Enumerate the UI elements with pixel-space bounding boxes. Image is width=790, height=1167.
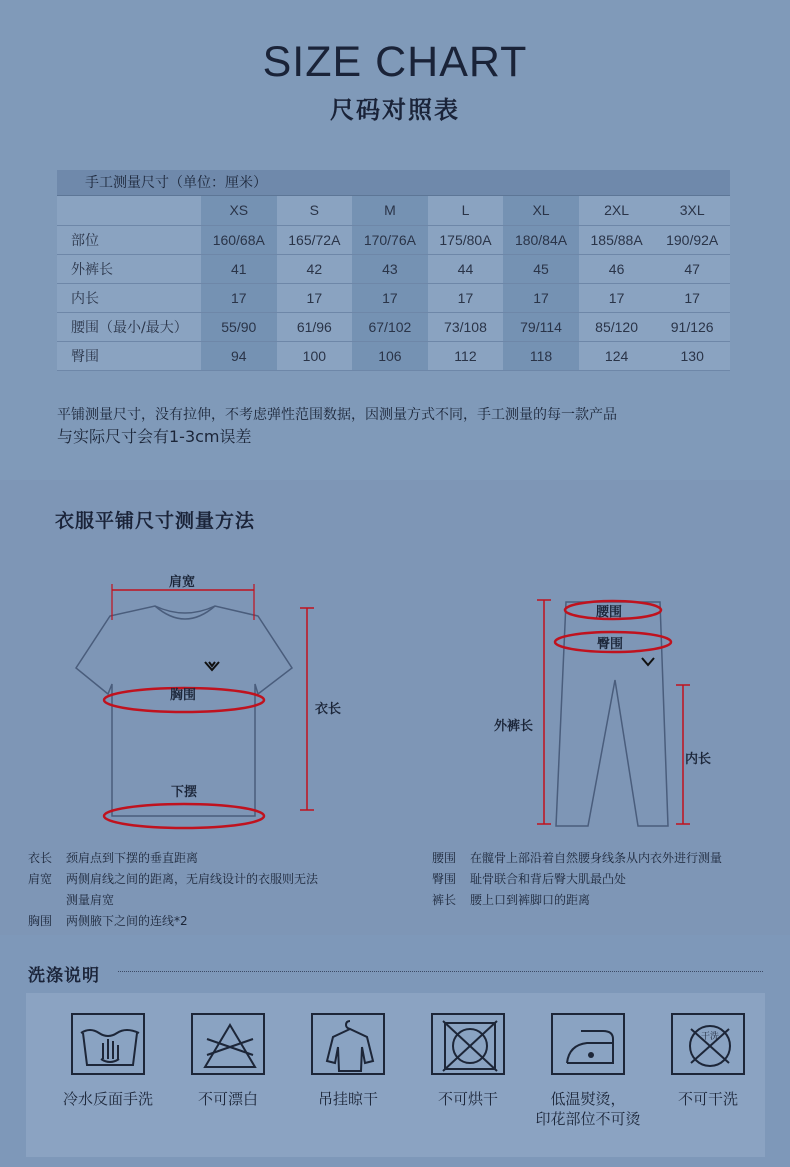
row-label: 内长 xyxy=(57,283,201,312)
table-cell: 118 xyxy=(503,341,579,370)
measurement-note xyxy=(57,404,747,448)
table-row xyxy=(57,283,730,312)
row-label: 腰围（最小/最大） xyxy=(57,312,201,341)
table-cell: 55/90 xyxy=(201,312,277,341)
care-label: 吊挂晾干 xyxy=(317,1090,378,1108)
table-cell: 67/102 xyxy=(352,312,428,341)
pants-logo-icon xyxy=(642,658,654,665)
inseam-label: 内长 xyxy=(685,752,712,767)
care-item xyxy=(408,1013,528,1109)
table-cell: 175/80A xyxy=(428,225,504,254)
table-cell: 46 xyxy=(579,254,655,283)
table-cell: 112 xyxy=(428,341,504,370)
table-cell: 17 xyxy=(654,283,730,312)
table-cell: 100 xyxy=(277,341,353,370)
size-header-2xl: 2XL xyxy=(579,196,655,225)
table-cell: 43 xyxy=(352,254,428,283)
table-cell: 17 xyxy=(201,283,277,312)
legend-item: 肩宽 两侧肩线之间的距离，无肩线设计的衣服则无法 xyxy=(28,872,319,886)
note-line-2: 与实际尺寸会有1-3cm误差 xyxy=(57,427,252,446)
table-cell: 41 xyxy=(201,254,277,283)
table-cell: 85/120 xyxy=(579,312,655,341)
legend-left xyxy=(28,848,318,932)
care-item xyxy=(528,1013,648,1129)
table-cell: 185/88A xyxy=(579,225,655,254)
table-cell: 17 xyxy=(428,283,504,312)
table-cell: 61/96 xyxy=(277,312,353,341)
table-cell: 17 xyxy=(579,283,655,312)
iron-low-icon xyxy=(551,1013,625,1075)
table-cell: 130 xyxy=(654,341,730,370)
table-cell: 165/72A xyxy=(277,225,353,254)
care-section xyxy=(0,935,790,1167)
legend-item: 胸围 两侧腋下之间的连线*2 xyxy=(28,914,188,928)
table-cell: 47 xyxy=(654,254,730,283)
table-cell: 79/114 xyxy=(503,312,579,341)
table-cell: 180/84A xyxy=(503,225,579,254)
care-item xyxy=(168,1013,288,1109)
table-cell: 94 xyxy=(201,341,277,370)
legend-item-continued: 测量肩宽 xyxy=(66,893,115,907)
hang-dry-icon xyxy=(311,1013,385,1075)
shoulder-label: 肩宽 xyxy=(169,575,196,590)
no-bleach-icon xyxy=(191,1013,265,1075)
care-item xyxy=(648,1013,768,1109)
table-row xyxy=(57,225,730,254)
waist-label: 腰围 xyxy=(596,605,623,620)
care-label: 不可干洗 xyxy=(677,1090,738,1108)
table-cell: 17 xyxy=(277,283,353,312)
care-item xyxy=(48,1013,168,1109)
table-row xyxy=(57,341,730,370)
note-line-1: 平铺测量尺寸，没有拉伸，不考虑弹性范围数据，因测量方式不同，手工测量的每一款产品 xyxy=(57,407,617,423)
size-header-xl: XL xyxy=(503,196,579,225)
care-label: 不可漂白 xyxy=(197,1090,258,1108)
table-cell: 17 xyxy=(503,283,579,312)
size-header-m: M xyxy=(352,196,428,225)
legend-item: 衣长 颈肩点到下摆的垂直距离 xyxy=(28,851,199,865)
size-chart-section xyxy=(0,0,790,480)
dry-clean-text: 干洗 xyxy=(700,1032,720,1042)
legend-item: 臀围 耻骨联合和背后臀大肌最凸处 xyxy=(432,872,627,886)
size-grid xyxy=(57,196,730,371)
measurement-diagram xyxy=(0,480,790,840)
table-cell: 190/92A xyxy=(654,225,730,254)
table-cell: 44 xyxy=(428,254,504,283)
care-item xyxy=(288,1013,408,1109)
measure-title: 衣服平铺尺寸测量方法 xyxy=(55,510,256,532)
length-label: 衣长 xyxy=(315,702,342,717)
table-row xyxy=(57,254,730,283)
header-corner xyxy=(57,196,201,225)
size-table xyxy=(57,170,730,371)
row-label: 部位 xyxy=(57,225,201,254)
legend-item: 腰围 在髋骨上部沿着自然腰身线条从内衣外进行测量 xyxy=(432,851,723,865)
size-header-xs: XS xyxy=(201,196,277,225)
size-header-3xl: 3XL xyxy=(654,196,730,225)
row-label: 外裤长 xyxy=(57,254,201,283)
measurement-method-section xyxy=(0,480,790,935)
table-cell: 42 xyxy=(277,254,353,283)
no-tumble-dry-icon xyxy=(431,1013,505,1075)
table-cell: 170/76A xyxy=(352,225,428,254)
table-cell: 73/108 xyxy=(428,312,504,341)
chest-label: 胸围 xyxy=(170,688,197,703)
care-label: 冷水反面手洗 xyxy=(62,1090,153,1108)
table-row xyxy=(57,312,730,341)
size-header-row xyxy=(57,196,730,225)
table-cell: 45 xyxy=(503,254,579,283)
table-cell: 160/68A xyxy=(201,225,277,254)
hand-wash-icon xyxy=(71,1013,145,1075)
unit-label: 手工测量尺寸（单位：厘米） xyxy=(57,170,730,196)
legend-item: 裤长 腰上口到裤脚口的距离 xyxy=(432,893,591,907)
legend-right xyxy=(432,848,722,911)
care-panel xyxy=(26,993,765,1157)
care-label: 低温熨烫， 印花部位不可烫 xyxy=(535,1090,641,1128)
care-title: 洗涤说明 xyxy=(28,966,100,986)
table-cell: 124 xyxy=(579,341,655,370)
size-header-s: S xyxy=(277,196,353,225)
size-header-l: L xyxy=(428,196,504,225)
hem-label: 下摆 xyxy=(171,785,198,800)
title-english: SIZE CHART xyxy=(262,38,528,86)
table-cell: 17 xyxy=(352,283,428,312)
care-label: 不可烘干 xyxy=(437,1090,498,1108)
title-chinese: 尺码对照表 xyxy=(330,96,460,124)
no-dry-clean-icon xyxy=(671,1013,745,1075)
outseam-label: 外裤长 xyxy=(494,719,534,734)
table-cell: 91/126 xyxy=(654,312,730,341)
row-label: 臀围 xyxy=(57,341,201,370)
hip-label: 臀围 xyxy=(597,637,624,652)
table-cell: 106 xyxy=(352,341,428,370)
divider xyxy=(118,971,763,972)
shirt-logo-icon xyxy=(205,662,219,670)
